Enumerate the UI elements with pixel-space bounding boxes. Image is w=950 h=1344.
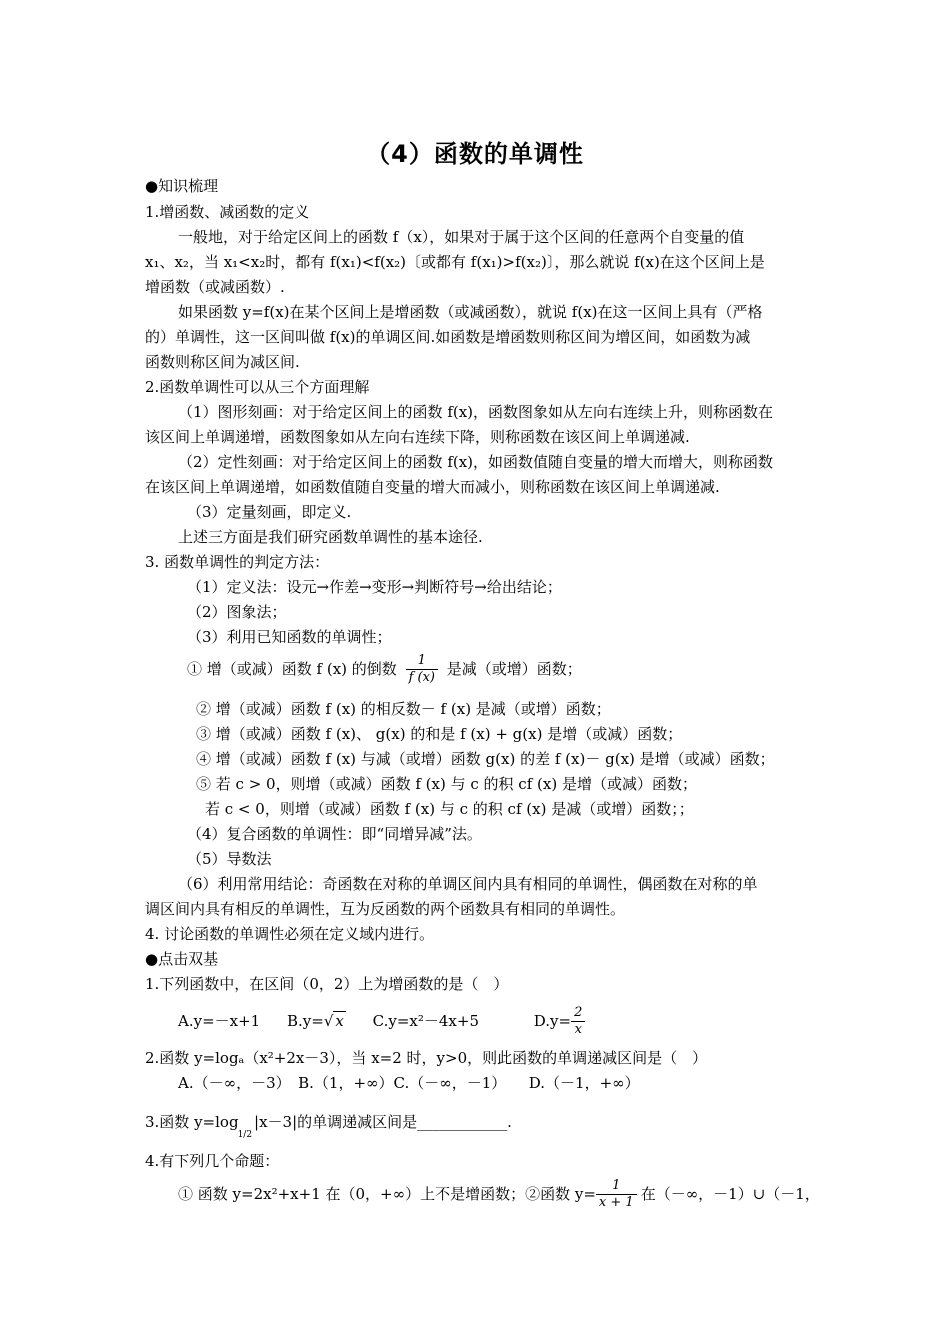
text-line: 若 c < 0，则增（或减）函数 f (x) 与 c 的积 cf (x) 是减（或增）函数；； <box>205 800 694 818</box>
fraction-denominator: x <box>574 1021 582 1037</box>
sqrt-radicand: x <box>335 1012 344 1030</box>
text-fragment: 在（－∞，－1）∪（－1， <box>640 1185 820 1203</box>
sqrt-symbol: √ x <box>323 1012 344 1030</box>
question-1-options <box>178 1000 589 1041</box>
text-line: ③ 增（或减）函数 f (x)、 g(x) 的和是 f (x) + g(x) 是增（或减）函数； <box>196 725 683 743</box>
question-4-statements <box>178 1174 820 1213</box>
question-2: 2.函数 y=logₐ（x²+2x－3），当 x=2 时，y>0，则此函数的单调递减区间是（ ） <box>145 1049 708 1067</box>
text-line: （6）利用常用结论：奇函数在对称的单调区间内具有相同的单调性，偶函数在对称的单 <box>178 875 758 893</box>
text-line: 3. 函数单调性的判定方法： <box>145 553 330 571</box>
page-title: （4）函数的单调性 <box>366 140 584 168</box>
question-4: 4.有下列几个命题： <box>145 1152 280 1170</box>
fraction-one-over-x-plus-one <box>596 1178 637 1211</box>
text-line: 1.增函数、减函数的定义 <box>145 203 310 221</box>
text-line: ⑤ 若 c > 0，则增（或减）函数 f (x) 与 c 的积 cf (x) 是增（或减）函数； <box>196 775 697 793</box>
section-heading-knowledge: ●知识梳理 <box>145 177 219 195</box>
fraction-denominator: f (x) <box>408 669 435 685</box>
text-line: 上述三方面是我们研究函数单调性的基本途径. <box>178 528 483 546</box>
text-line: （4）复合函数的单调性：即“同增异减”法。 <box>187 825 482 843</box>
fraction-numerator: 2 <box>574 1004 583 1020</box>
reciprocal-rule-line <box>187 650 582 687</box>
text-line: ② 增（或减）函数 f (x) 的相反数－ f (x) 是减（或增）函数； <box>196 700 611 718</box>
text-line: 4. 讨论函数的单调性必须在定义域内进行。 <box>145 925 435 943</box>
question-2-options: A.（－∞，－3） B.（1，+∞）C.（－∞，－1） D.（－1，+∞） <box>178 1074 640 1092</box>
text-fragment: 是减（或增）函数； <box>446 660 582 678</box>
fraction-denominator: x + 1 <box>598 1194 634 1210</box>
option-b <box>287 1001 346 1041</box>
fraction-reciprocal <box>406 653 438 686</box>
text-line: （3）利用已知函数的单调性； <box>187 628 392 646</box>
text-line: （1）图形刻画：对于给定区间上的函数 f(x)，函数图象如从左向右连续上升，则称函数在 <box>178 403 774 421</box>
log-base-subscript: 1/2 <box>237 1130 253 1140</box>
text-line: 该区间上单调递增，函数图象如从左向右连续下降，则称函数在该区间上单调递减. <box>145 428 690 446</box>
option-d-fraction <box>571 1005 585 1038</box>
text-line: 调区间内具有相反的单调性，互为反函数的两个函数具有相同的单调性。 <box>145 900 626 918</box>
text-line: 增函数（或减函数）. <box>145 278 285 296</box>
text-fragment: ① 增（或减）函数 f (x) 的倒数 <box>187 660 397 678</box>
text-line: ④ 增（或减）函数 f (x) 与减（或增）函数 g(x) 的差 f (x)－ g(x) 是增（或减）函数； <box>196 750 775 768</box>
text-line: 函数则称区间为减区间. <box>145 353 300 371</box>
question-3 <box>145 1112 512 1145</box>
text-line: （2）图象法； <box>187 603 287 621</box>
text-line: 一般地，对于给定区间上的函数 f（x），如果对于属于这个区间的任意两个自变量的值 <box>178 228 745 246</box>
text-line: 在该区间上单调递增，如函数值随自变量的增大而减小，则称函数在该区间上单调递减. <box>145 478 720 496</box>
option-c: C.y=x²－4x+5 <box>372 1012 479 1030</box>
text-line: （3）定量刻画，即定义. <box>187 503 352 521</box>
option-a: A.y=－x+1 <box>178 1012 261 1030</box>
fraction-numerator: 1 <box>417 652 426 668</box>
text-line: （5）导数法 <box>187 850 272 868</box>
text-fragment: 3.函数 y=log <box>145 1113 239 1131</box>
option-b-label: B.y= <box>287 1012 324 1030</box>
text-line: 的）单调性，这一区间叫做 f(x)的单调区间.如函数是增函数则称区间为增区间，如函数为减 <box>145 328 751 346</box>
text-fragment: ① 函数 y=2x²+x+1 在（0，+∞）上不是增函数；②函数 y= <box>178 1185 596 1203</box>
text-line: （1）定义法：设元→作差→变形→判断符号→给出结论； <box>187 578 562 596</box>
text-line: x₁、x₂，当 x₁<x₂时，都有 f(x₁)<f(x₂)〔或都有 f(x₁)>f(x₂)〕，那么就说 f(x)在这个区间上是 <box>145 253 765 271</box>
section-heading-drill: ●点击双基 <box>145 950 219 968</box>
text-line: 2.函数单调性可以从三个方面理解 <box>145 378 370 396</box>
fraction-numerator: 1 <box>612 1177 621 1193</box>
text-line: 如果函数 y=f(x)在某个区间上是增函数（或减函数），就说 f(x)在这一区间上具有（严格 <box>178 303 763 321</box>
question-1: 1.下列函数中，在区间（0，2）上为增函数的是（ ） <box>145 975 509 993</box>
text-line: （2）定性刻画：对于给定区间上的函数 f(x)，如函数值随自变量的增大而增大，则称函数 <box>178 453 774 471</box>
text-fragment: |x－3|的单调递减区间是____________. <box>254 1113 512 1131</box>
option-d-label: D.y= <box>533 1012 572 1030</box>
